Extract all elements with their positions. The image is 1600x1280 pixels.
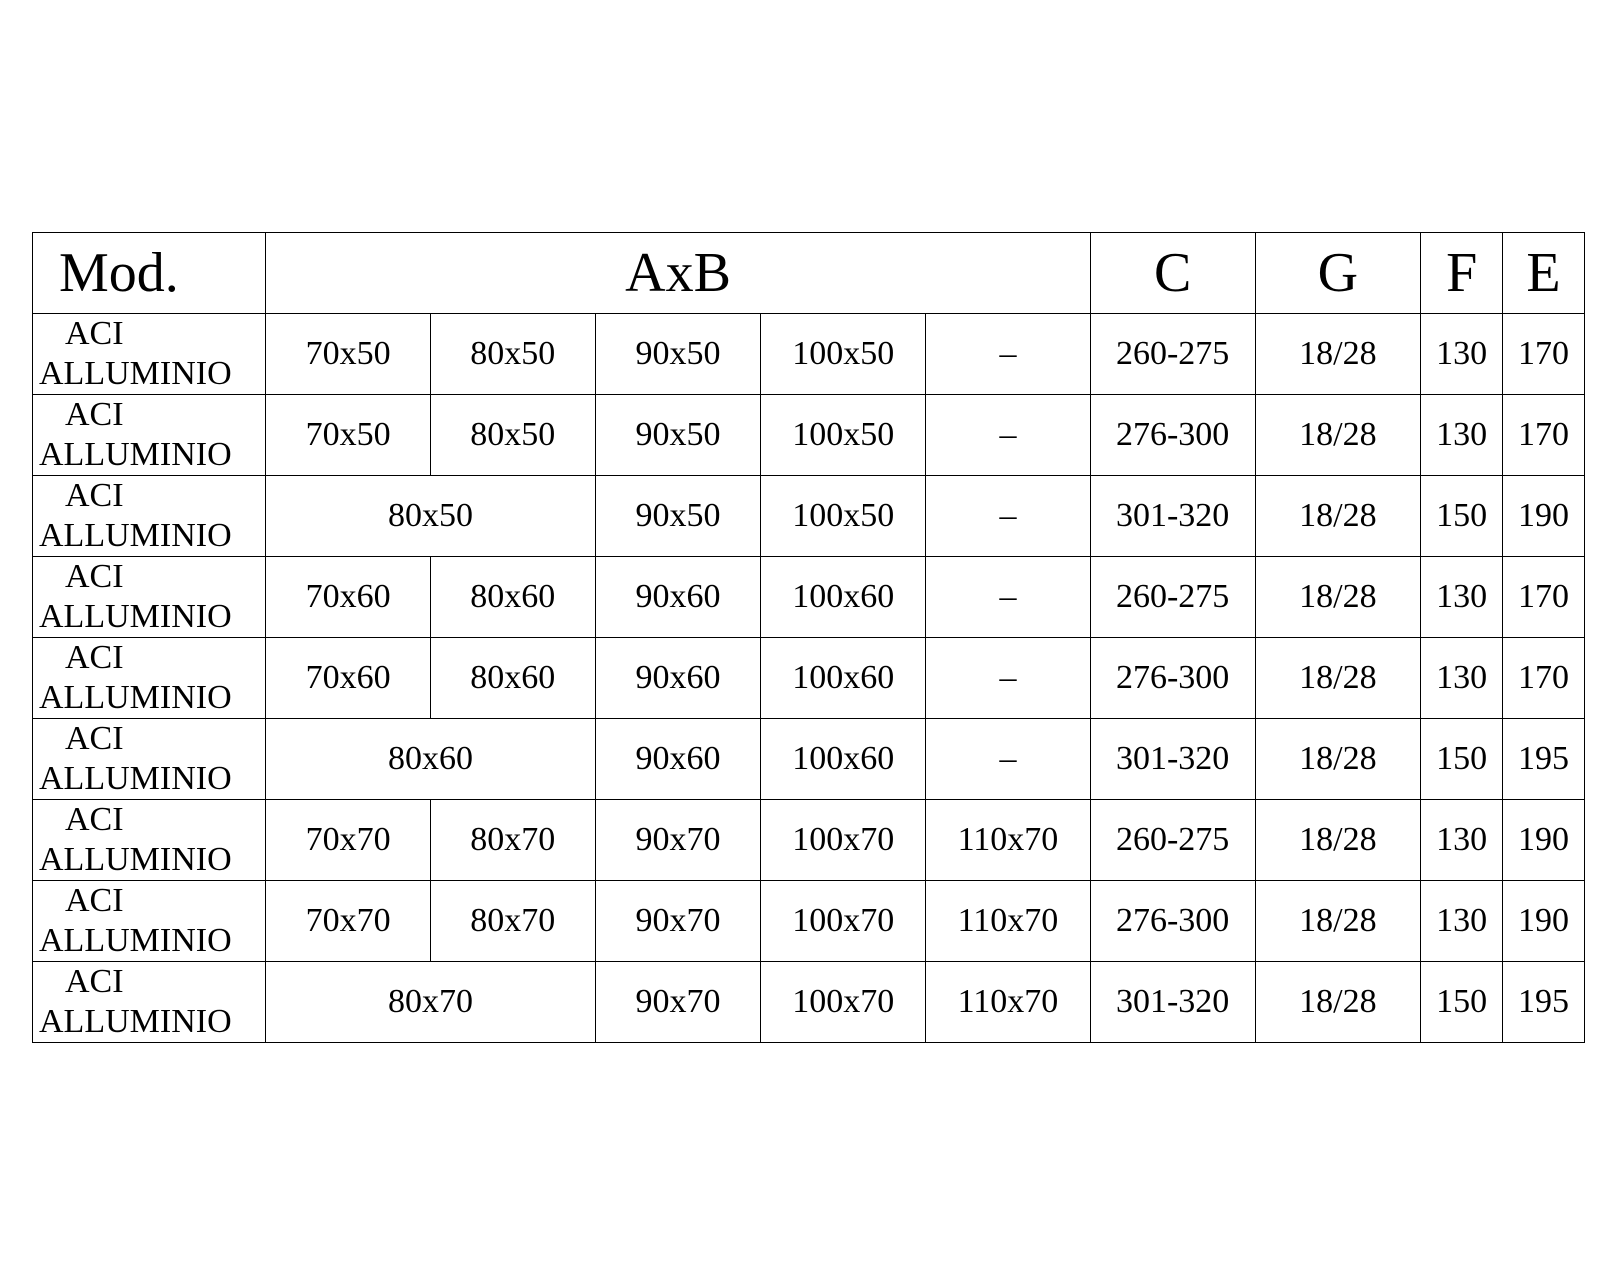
size-cell: 70x50 (266, 395, 431, 476)
table-row (33, 719, 1585, 800)
model-line1: ACI (65, 882, 124, 919)
g-cell: 18/28 (1255, 395, 1421, 476)
size-cell: – (926, 395, 1091, 476)
model-line2: ALLUMINIO (39, 436, 232, 473)
size-cell: – (926, 638, 1091, 719)
table-row (33, 314, 1585, 395)
g-cell: 18/28 (1255, 476, 1421, 557)
f-cell: 130 (1421, 395, 1503, 476)
table-row (33, 800, 1585, 881)
spec-table (32, 232, 1585, 1043)
e-cell: 170 (1503, 395, 1585, 476)
model-cell (33, 476, 266, 557)
model-line1: ACI (65, 801, 124, 838)
size-cell: 80x50 (430, 314, 595, 395)
size-cell: – (926, 719, 1091, 800)
size-cell: – (926, 476, 1091, 557)
header-mod: Mod. (33, 233, 266, 314)
model-line1: ACI (65, 477, 124, 514)
model-cell (33, 395, 266, 476)
model-line1: ACI (65, 963, 124, 1000)
c-cell: 276-300 (1090, 395, 1255, 476)
header-row (33, 233, 1585, 314)
table-row (33, 557, 1585, 638)
size-cell: 80x60 (430, 557, 595, 638)
size-cell: 90x50 (595, 314, 761, 395)
size-cell: 110x70 (926, 800, 1091, 881)
header-axb: AxB (266, 233, 1091, 314)
c-cell: 260-275 (1090, 314, 1255, 395)
size-cell: 100x50 (761, 314, 926, 395)
header-f: F (1421, 233, 1503, 314)
size-cell: 70x70 (266, 800, 431, 881)
model-cell (33, 314, 266, 395)
size-cell: 100x50 (761, 476, 926, 557)
size-cell: 90x60 (595, 638, 761, 719)
g-cell: 18/28 (1255, 719, 1421, 800)
model-cell (33, 881, 266, 962)
c-cell: 276-300 (1090, 638, 1255, 719)
size-cell: 110x70 (926, 881, 1091, 962)
g-cell: 18/28 (1255, 557, 1421, 638)
e-cell: 190 (1503, 881, 1585, 962)
header-e: E (1503, 233, 1585, 314)
size-cell: 90x50 (595, 476, 761, 557)
size-cell: 70x60 (266, 638, 431, 719)
f-cell: 130 (1421, 638, 1503, 719)
size-cell: 70x70 (266, 881, 431, 962)
size-cell: 80x50 (430, 395, 595, 476)
size-cell: 90x60 (595, 557, 761, 638)
c-cell: 260-275 (1090, 557, 1255, 638)
f-cell: 130 (1421, 314, 1503, 395)
table-row (33, 395, 1585, 476)
size-cell: 70x60 (266, 557, 431, 638)
size-cell: 110x70 (926, 962, 1091, 1043)
size-cell: – (926, 557, 1091, 638)
size-cell: 90x50 (595, 395, 761, 476)
model-line1: ACI (65, 639, 124, 676)
e-cell: 170 (1503, 638, 1585, 719)
size-cell: 100x60 (761, 638, 926, 719)
model-cell (33, 800, 266, 881)
model-line2: ALLUMINIO (39, 517, 232, 554)
g-cell: 18/28 (1255, 881, 1421, 962)
size-cell: 90x70 (595, 962, 761, 1043)
model-line2: ALLUMINIO (39, 598, 232, 635)
model-line1: ACI (65, 315, 124, 352)
model-cell (33, 962, 266, 1043)
e-cell: 190 (1503, 476, 1585, 557)
model-line2: ALLUMINIO (39, 355, 232, 392)
size-cell: 90x70 (595, 881, 761, 962)
g-cell: 18/28 (1255, 962, 1421, 1043)
size-cell: 80x50 (266, 476, 595, 557)
c-cell: 276-300 (1090, 881, 1255, 962)
table-row (33, 638, 1585, 719)
f-cell: 130 (1421, 800, 1503, 881)
f-cell: 150 (1421, 962, 1503, 1043)
size-cell: 90x60 (595, 719, 761, 800)
model-cell (33, 557, 266, 638)
model-line1: ACI (65, 396, 124, 433)
size-cell: 80x60 (430, 638, 595, 719)
size-cell: – (926, 314, 1091, 395)
table-row (33, 962, 1585, 1043)
header-g: G (1255, 233, 1421, 314)
header-c: C (1090, 233, 1255, 314)
e-cell: 195 (1503, 719, 1585, 800)
f-cell: 150 (1421, 719, 1503, 800)
size-cell: 80x70 (430, 800, 595, 881)
model-line2: ALLUMINIO (39, 922, 232, 959)
c-cell: 301-320 (1090, 476, 1255, 557)
size-cell: 100x70 (761, 962, 926, 1043)
g-cell: 18/28 (1255, 638, 1421, 719)
e-cell: 170 (1503, 557, 1585, 638)
model-line2: ALLUMINIO (39, 1003, 232, 1040)
e-cell: 170 (1503, 314, 1585, 395)
size-cell: 80x70 (266, 962, 595, 1043)
f-cell: 150 (1421, 476, 1503, 557)
f-cell: 130 (1421, 557, 1503, 638)
size-cell: 100x60 (761, 557, 926, 638)
table-row (33, 476, 1585, 557)
size-cell: 100x50 (761, 395, 926, 476)
table-row (33, 881, 1585, 962)
size-cell: 100x70 (761, 881, 926, 962)
c-cell: 260-275 (1090, 800, 1255, 881)
e-cell: 190 (1503, 800, 1585, 881)
model-cell (33, 638, 266, 719)
size-cell: 100x60 (761, 719, 926, 800)
size-cell: 100x70 (761, 800, 926, 881)
g-cell: 18/28 (1255, 314, 1421, 395)
c-cell: 301-320 (1090, 719, 1255, 800)
model-line2: ALLUMINIO (39, 679, 232, 716)
model-line1: ACI (65, 720, 124, 757)
g-cell: 18/28 (1255, 800, 1421, 881)
model-line2: ALLUMINIO (39, 841, 232, 878)
size-cell: 80x60 (266, 719, 595, 800)
f-cell: 130 (1421, 881, 1503, 962)
e-cell: 195 (1503, 962, 1585, 1043)
model-line2: ALLUMINIO (39, 760, 232, 797)
c-cell: 301-320 (1090, 962, 1255, 1043)
size-cell: 80x70 (430, 881, 595, 962)
size-cell: 90x70 (595, 800, 761, 881)
model-line1: ACI (65, 558, 124, 595)
model-cell (33, 719, 266, 800)
size-cell: 70x50 (266, 314, 431, 395)
